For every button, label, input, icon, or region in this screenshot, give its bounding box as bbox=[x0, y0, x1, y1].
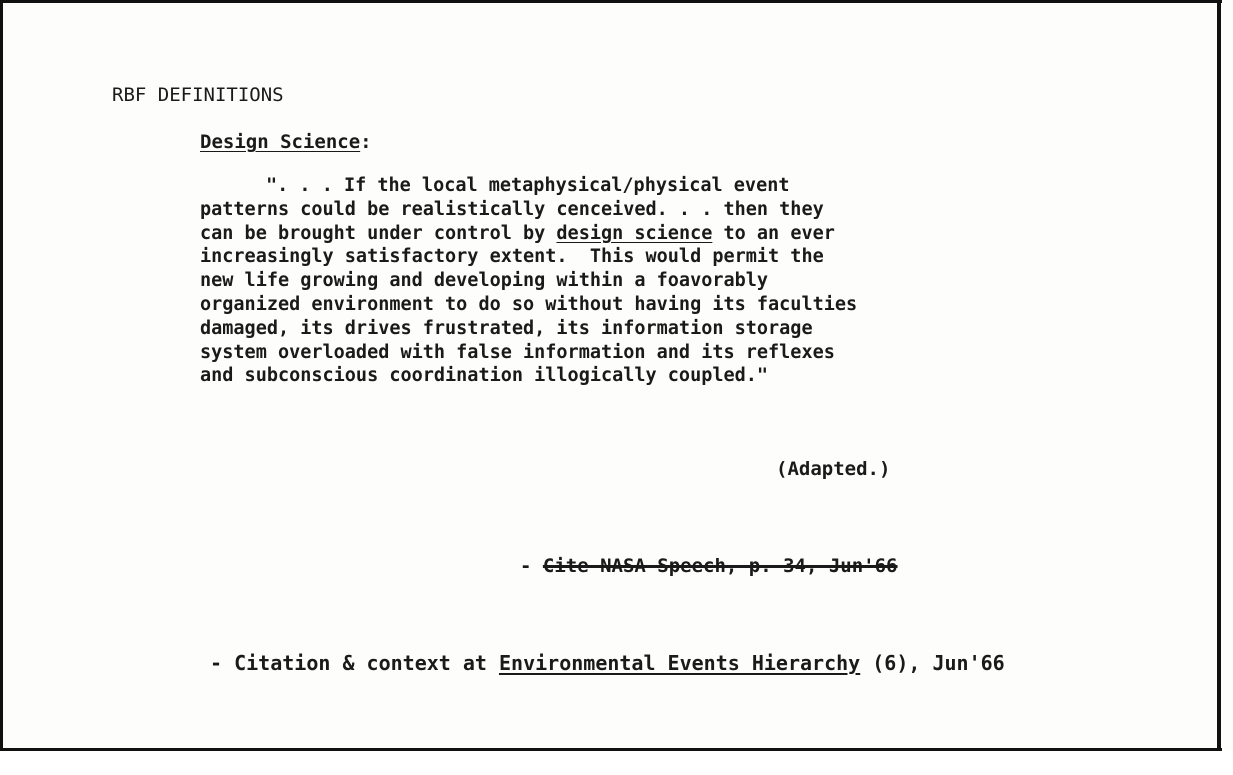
quote-line: patterns could be realistically cenceived. . . then they bbox=[200, 198, 824, 220]
term-title bbox=[200, 131, 372, 153]
quote-text: can be brought under control by bbox=[200, 222, 557, 244]
citation-prefix: - Citation & context at bbox=[210, 651, 499, 675]
definition-quote bbox=[200, 174, 857, 388]
card-bottom-margin bbox=[0, 751, 1233, 775]
quote-line: and subconscious coordination illogically coupled." bbox=[200, 365, 769, 387]
citation-suffix: (6), Jun'66 bbox=[860, 651, 1005, 675]
term-label: Design Science bbox=[200, 131, 361, 153]
quote-line: ". . . If the local metaphysical/physical event bbox=[266, 175, 790, 196]
struck-dash: - bbox=[520, 555, 543, 577]
struck-source-line bbox=[520, 555, 898, 577]
term-colon: : bbox=[360, 131, 372, 153]
card-border-right bbox=[1217, 0, 1221, 775]
quote-line: damaged, its drives frustrated, its information storage bbox=[200, 317, 813, 339]
quote-line: increasingly satisfactory extent. This would permit the bbox=[200, 246, 824, 268]
struck-source: Cite NASA Speech, p. 34, Jun'66 bbox=[542, 555, 898, 577]
card-heading: RBF DEFINITIONS bbox=[112, 84, 284, 106]
card-border-top bbox=[0, 0, 1222, 3]
quote-line: system overloaded with false information and its reflexes bbox=[200, 341, 835, 363]
citation-line bbox=[210, 651, 1005, 675]
design-science-link[interactable]: design science bbox=[556, 222, 713, 244]
quote-line bbox=[200, 222, 857, 246]
quote-line: new life growing and developing within a foavorably bbox=[200, 270, 769, 292]
quote-text: to an ever bbox=[712, 222, 835, 244]
quote-line: organized environment to do so without having its faculties bbox=[200, 293, 858, 315]
adapted-note: (Adapted.) bbox=[776, 458, 891, 480]
environmental-events-hierarchy-link[interactable]: Environmental Events Hierarchy bbox=[498, 651, 861, 675]
card-border-left bbox=[0, 0, 3, 775]
